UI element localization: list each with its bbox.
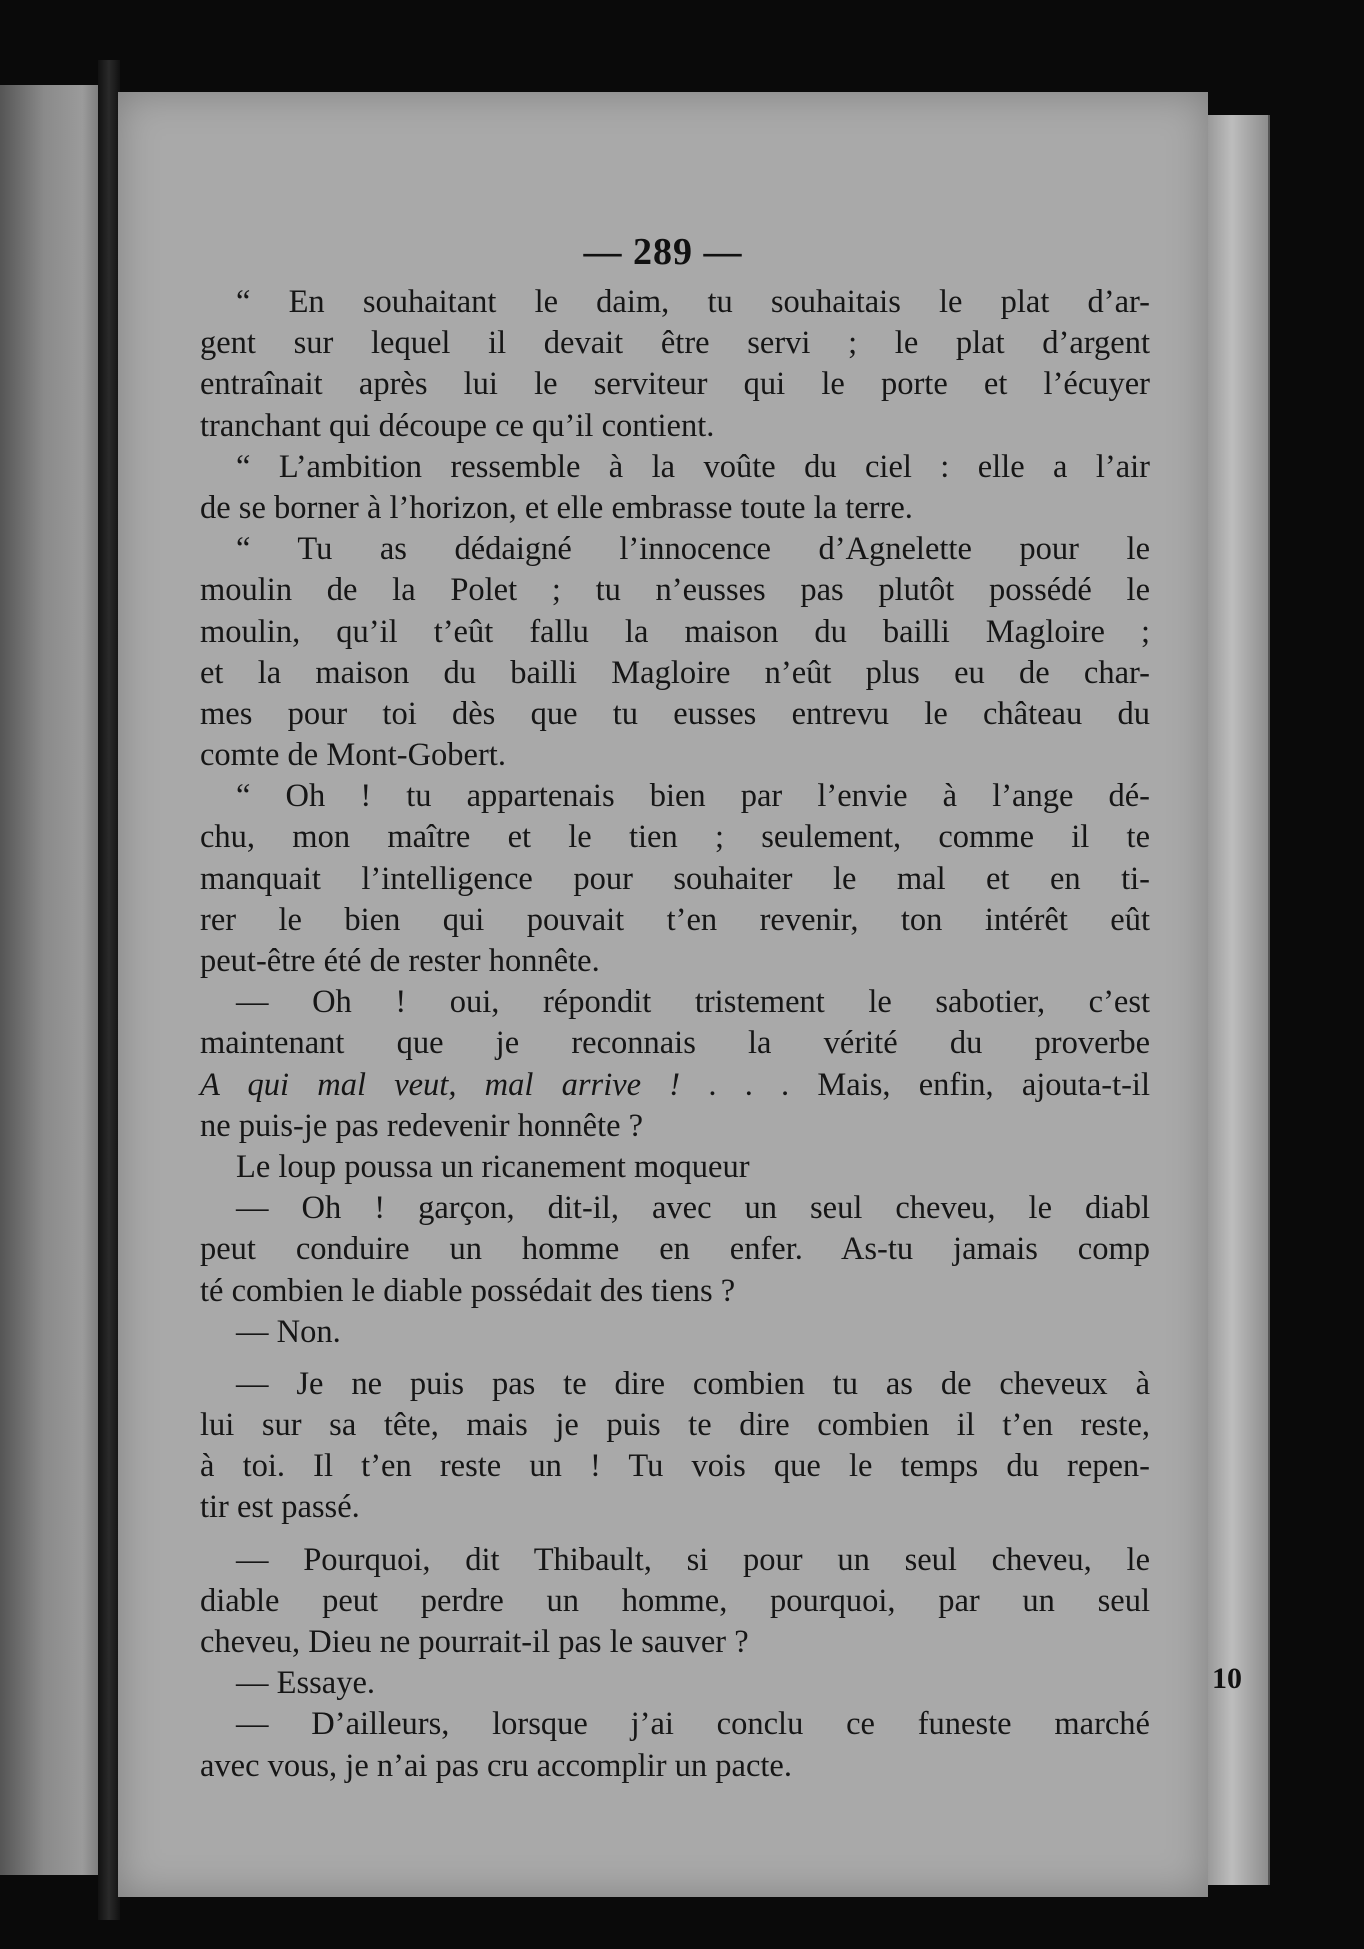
text-line: à toi. Il t’en reste un ! Tu vois que le temps du repen- bbox=[200, 1448, 1150, 1485]
text-line: moulin de la Polet ; tu n’eusses pas plutôt possédé le bbox=[200, 572, 1150, 609]
text-line: chu, mon maître et le tien ; seulement, comme il te bbox=[200, 819, 1150, 856]
text-line: lui sur sa tête, mais je puis te dire combien il t’en reste, bbox=[200, 1407, 1150, 1444]
text-line: “ L’ambition ressemble à la voûte du ciel : elle a l’air bbox=[236, 448, 1150, 485]
text-line: “ En souhaitant le daim, tu souhaitais le plat d’ar- bbox=[236, 284, 1150, 320]
text-line: — Je ne puis pas te dire combien tu as de cheveux à bbox=[236, 1365, 1150, 1402]
text-line: tranchant qui découpe ce qu’il contient. bbox=[200, 407, 715, 444]
text-line: té combien le diable possédait des tiens ? bbox=[200, 1272, 736, 1309]
text-line: rer le bien qui pouvait t’en revenir, ton intérêt eût bbox=[200, 901, 1150, 938]
text-line: tir est passé. bbox=[200, 1489, 360, 1526]
text-line: peut-être été de rester honnête. bbox=[200, 943, 600, 979]
text-line: et la maison du bailli Magloire n’eût plus eu de char- bbox=[200, 654, 1150, 691]
book-gutter bbox=[98, 60, 120, 1920]
body-text bbox=[200, 282, 1150, 1787]
text-line: de se borner à l’horizon, et elle embrasse toute la terre. bbox=[200, 489, 913, 526]
text-line: maintenant que je reconnais la vérité du proverbe bbox=[200, 1025, 1150, 1062]
page-stack-edge bbox=[1208, 115, 1270, 1885]
text-line: avec vous, je n’ai pas cru accomplir un pacte. bbox=[200, 1747, 792, 1784]
text-line bbox=[200, 1065, 1150, 1106]
text-line: peut conduire un homme en enfer. As-tu jamais comp bbox=[200, 1231, 1150, 1268]
text-line: cheveu, Dieu ne pourrait-il pas le sauver ? bbox=[200, 1624, 749, 1660]
text-line: manquait l’intelligence pour souhaiter le mal et en ti- bbox=[200, 860, 1150, 897]
left-page-edge bbox=[0, 85, 110, 1875]
book-page bbox=[118, 92, 1208, 1897]
text-line: gent sur lequel il devait être servi ; le plat d’argent bbox=[200, 325, 1150, 362]
text-line: diable peut perdre un homme, pourquoi, par un seul bbox=[200, 1582, 1150, 1619]
text-line: ne puis-je pas redevenir honnête ? bbox=[200, 1107, 644, 1144]
text-line: — Oh ! oui, répondit tristement le sabotier, c’est bbox=[236, 984, 1150, 1021]
text-line: — Non. bbox=[236, 1313, 341, 1350]
italic-proverb: A qui mal veut, mal arrive ! bbox=[200, 1066, 681, 1103]
page-number-header: — 289 — bbox=[583, 231, 743, 273]
text-line: Le loup poussa un ricanement moqueur bbox=[236, 1148, 750, 1185]
text-line: entraînait après lui le serviteur qui le porte et l’écuyer bbox=[200, 366, 1150, 403]
text-line: — Pourquoi, dit Thibault, si pour un seul cheveu, le bbox=[236, 1541, 1150, 1578]
text-line: — Oh ! garçon, dit-il, avec un seul cheveu, le diabl bbox=[236, 1190, 1150, 1227]
signature-mark: 10 bbox=[1212, 1662, 1242, 1695]
text-line: moulin, qu’il t’eût fallu la maison du bailli Magloire ; bbox=[200, 613, 1150, 650]
line-rest: . . . Mais, enfin, ajouta-t-il bbox=[680, 1066, 1150, 1103]
text-line: — Essaye. bbox=[236, 1665, 375, 1702]
text-line: comte de Mont-Gobert. bbox=[200, 737, 506, 774]
text-line: “ Oh ! tu appartenais bien par l’envie à l’ange dé- bbox=[236, 778, 1150, 815]
text-line: mes pour toi dès que tu eusses entrevu le château du bbox=[200, 695, 1150, 732]
text-line: “ Tu as dédaigné l’innocence d’Agnelette pour le bbox=[236, 531, 1150, 568]
text-line: — D’ailleurs, lorsque j’ai conclu ce funeste marché bbox=[236, 1706, 1150, 1743]
